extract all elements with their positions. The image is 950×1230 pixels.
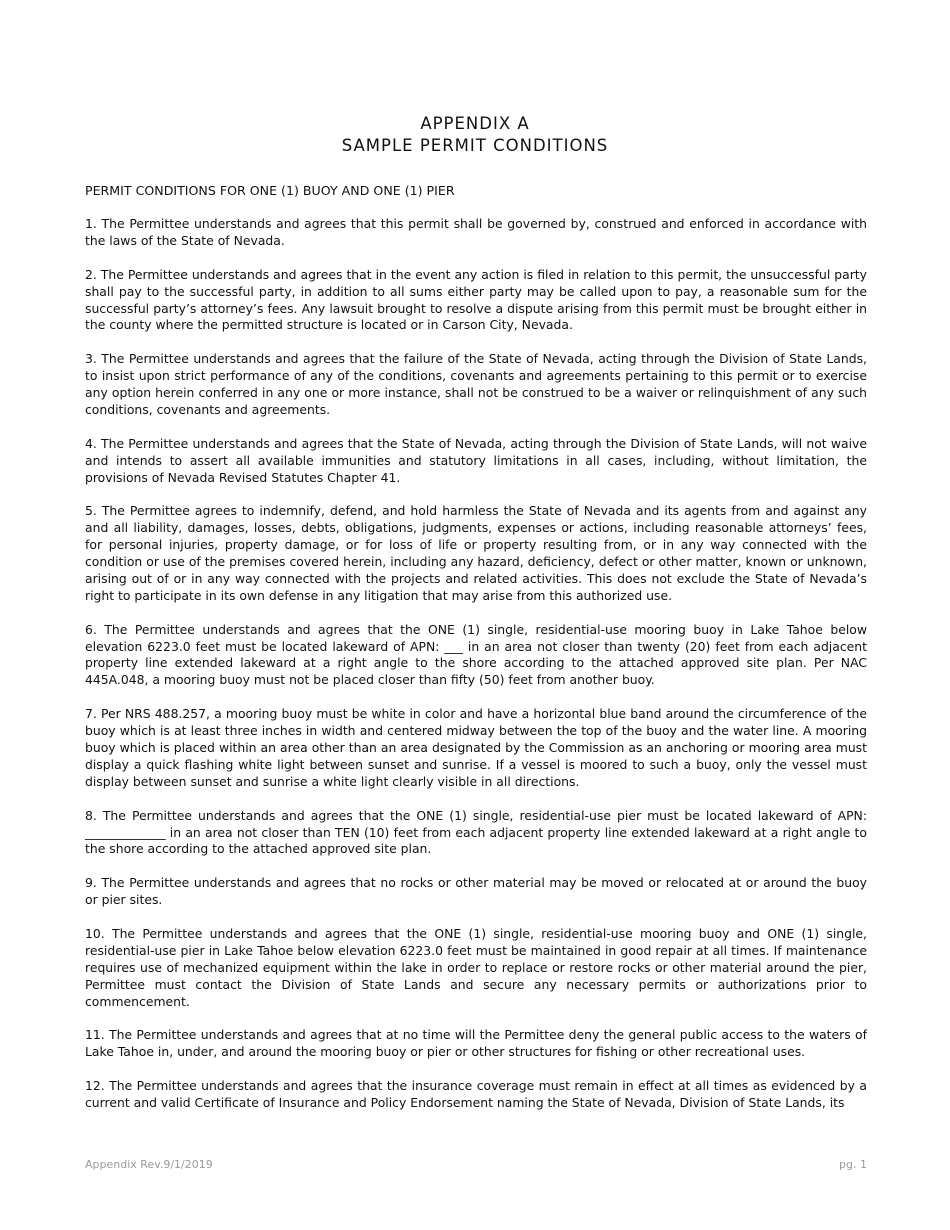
condition-10: 10. The Permittee understands and agrees that the ONE (1) single, residential-use mooring buoy and ONE (1) single, residential-use pier in Lake Tahoe below elevation 6223.0 feet must be maintained in good repair at all times. If maintenance requires use of mechanized equipment within the lake in order to replace or restore rocks or other material around the pier, Permittee must contact the Division of State Lands and secure any necessary permits or authorizations prior to commencement. xyxy=(85,925,867,1009)
condition-7: 7. Per NRS 488.257, a mooring buoy must be white in color and have a horizontal blue band around the circumference of the buoy which is at least three inches in width and centered midway between the top of the buoy and the water line. A mooring buoy which is placed within an area other than an area designated by the Commission as an anchoring or mooring area must display a quick flashing white light between sunset and sunrise. If a vessel is moored to such a buoy, only the vessel must display between sunset and sunrise a white light clearly visible in all directions. xyxy=(85,706,867,789)
condition-11: 11. The Permittee understands and agrees that at no time will the Permittee deny the general public access to the waters of Lake Tahoe in, under, and around the mooring buoy or pier or other structures for fishing or other recreational uses. xyxy=(85,1027,867,1060)
condition-4: 4. The Permittee understands and agrees that the State of Nevada, acting through the Division of State Lands, will not waive and intends to assert all available immunities and statutory limitations in all cases, including, without limitation, the provisions of Nevada Revised Statutes Chapter 41. xyxy=(85,435,867,485)
footer-revision: Appendix Rev.9/1/2019 xyxy=(85,1158,213,1171)
condition-3: 3. The Permittee understands and agrees that the failure of the State of Nevada, acting through the Division of State Lands, to insist upon strict performance of any of the conditions, covenants and agreements pertaining to this permit or to exercise any option herein conferred in any one or more instance, shall not be construed to be a waiver or relinquishment of any such conditions, covenants and agreements. xyxy=(85,351,867,417)
condition-8: 8. The Permittee understands and agrees that the ONE (1) single, residential-use pier must be located lakeward of APN: _____________ in an area not closer than TEN (10) feet from each adjacent property line extended lakeward at a right angle to the shore according to the attached approved site plan. xyxy=(85,807,867,857)
condition-5: 5. The Permittee agrees to indemnify, defend, and hold harmless the State of Nevada and its agents from and against any and all liability, damages, losses, debts, obligations, judgments, expenses or actions, including reasonable attorneys’ fees, for personal injuries, property damage, or for loss of life or property resulting from, or in any way connected with the condition or use of the premises covered herein, including any hazard, deficiency, defect or other matter, known or unknown, arising out of or in any way connected with the projects and related activities. This does not exclude the State of Nevada’s right to participate in its own defense in any litigation that may arise from this authorized use. xyxy=(85,503,867,603)
condition-2: 2. The Permittee understands and agrees that in the event any action is filed in relation to this permit, the unsuccessful party shall pay to the successful party, in addition to all sums either party may be called upon to pay, a reasonable sum for the successful party’s attorney’s fees. Any lawsuit brought to resolve a dispute arising from this permit must be brought either in the county where the permitted structure is located or in Carson City, Nevada. xyxy=(85,266,867,333)
condition-9: 9. The Permittee understands and agrees that no rocks or other material may be moved or relocated at or around the buoy or pier sites. xyxy=(85,875,867,908)
condition-1: 1. The Permittee understands and agrees that this permit shall be governed by, construed and enforced in accordance with the laws of the State of Nevada. xyxy=(85,216,867,248)
conditions-list xyxy=(85,216,867,1129)
page-title: APPENDIX A xyxy=(420,114,530,133)
footer-page-number: pg. 1 xyxy=(839,1158,867,1171)
section-title: PERMIT CONDITIONS FOR ONE (1) BUOY AND ONE (1) PIER xyxy=(85,183,455,198)
condition-6: 6. The Permittee understands and agrees that the ONE (1) single, residential-use mooring buoy in Lake Tahoe below elevation 6223.0 feet must be located lakeward of APN: ___ in an area not closer than twenty (20) feet from each adjacent property line extended lakeward at a right angle to the shore according to the attached approved site plan. Per NAC 445A.048, a mooring buoy must not be placed closer than fifty (50) feet from another buoy. xyxy=(85,621,867,688)
page-subtitle: SAMPLE PERMIT CONDITIONS xyxy=(341,136,609,155)
condition-12: 12. The Permittee understands and agrees that the insurance coverage must remain in effect at all times as evidenced by a current and valid Certificate of Insurance and Policy Endorsement naming the State of Nevada, Division of State Lands, its xyxy=(85,1078,867,1110)
